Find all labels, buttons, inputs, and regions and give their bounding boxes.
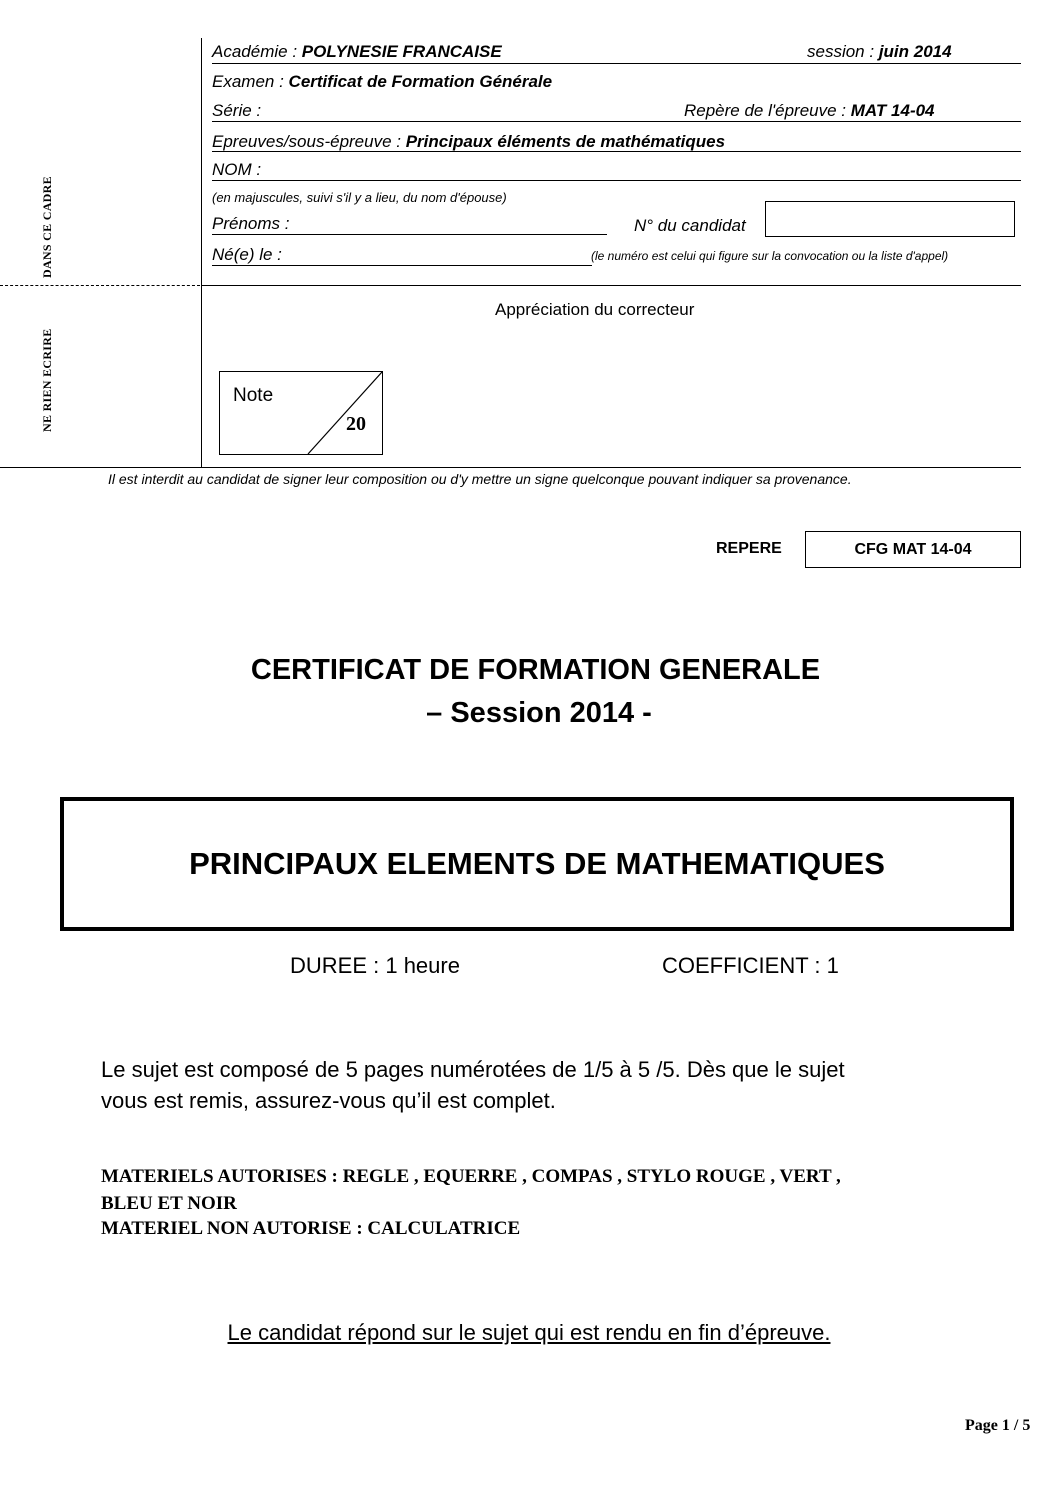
note-label: Note <box>233 385 274 406</box>
academie-underline <box>212 63 1021 64</box>
nom-note: (en majuscules, suivi s'il y a lieu, du nom d'épouse) <box>212 190 507 205</box>
subject-box <box>60 797 1014 931</box>
header-frame-bottom <box>0 467 1021 468</box>
repere-label: Repère de l'épreuve : <box>684 101 851 120</box>
academie-label: Académie : <box>212 42 302 61</box>
nom-underline[interactable] <box>212 180 1021 181</box>
repere-value: MAT 14-04 <box>850 101 935 120</box>
epreuve-underline <box>212 151 1021 152</box>
examen-value: Certificat de Formation Générale <box>288 72 553 91</box>
serie-row <box>212 101 261 121</box>
subject-title: PRINCIPAUX ELEMENTS DE MATHEMATIQUES <box>189 846 885 881</box>
appreciation-label: Appréciation du correcteur <box>495 300 695 319</box>
header-frame-divider <box>201 38 202 468</box>
epreuve-row <box>212 132 725 152</box>
title-line-2: – Session 2014 - <box>426 697 652 729</box>
intro-line-1: Le sujet est composé de 5 pages numérotées de 1/5 à 5 /5. Dès que le sujet <box>101 1057 845 1082</box>
serie-label: Série : <box>212 101 262 120</box>
nom-row <box>212 160 261 180</box>
epreuve-label: Epreuves/sous-épreuve : <box>212 132 406 151</box>
repere-box-value: CFG MAT 14-04 <box>854 540 972 558</box>
prenoms-underline[interactable] <box>212 234 607 235</box>
academie-value: POLYNESIE FRANCAISE <box>301 42 502 61</box>
ne-le-underline[interactable] <box>212 265 592 266</box>
ne-le-row <box>212 245 282 265</box>
serie-underline <box>212 121 1021 122</box>
nom-label: NOM : <box>212 160 262 179</box>
interdit-notice: Il est interdit au candidat de signer leur composition ou d'y mettre un signe quelconque pouvant indiquer sa provenance. <box>108 471 852 487</box>
repere-box-label: REPERE <box>716 540 782 557</box>
session-value: juin 2014 <box>878 42 952 61</box>
academie-row <box>212 42 502 62</box>
materiels-line-2: BLEU ET NOIR <box>101 1193 237 1214</box>
side-text-bottom: NE RIEN ECRIRE <box>40 328 54 432</box>
repere-row <box>684 101 935 121</box>
examen-row <box>212 72 552 92</box>
coefficient: COEFFICIENT : 1 <box>662 953 839 978</box>
ne-le-label: Né(e) le : <box>212 245 282 264</box>
header-dashed-separator <box>0 285 200 286</box>
side-text-top: DANS CE CADRE <box>40 176 54 278</box>
duree: DUREE : 1 heure <box>290 953 460 978</box>
note-box[interactable] <box>219 371 383 455</box>
materiels-line-3: MATERIEL NON AUTORISE : CALCULATRICE <box>101 1218 521 1239</box>
session-row <box>807 42 952 62</box>
repere-box <box>805 531 1021 568</box>
candidat-number-box[interactable] <box>765 201 1015 237</box>
page-number: Page 1 / 5 <box>965 1417 1031 1434</box>
prenoms-label: Prénoms : <box>212 214 290 233</box>
intro-line-2: vous est remis, assurez-vous qu’il est complet. <box>101 1088 556 1113</box>
numero-note: (le numéro est celui qui figure sur la convocation ou la liste d'appel) <box>591 249 949 263</box>
header-separator <box>201 285 1021 286</box>
examen-label: Examen : <box>212 72 289 91</box>
epreuve-value: Principaux éléments de mathématiques <box>405 132 726 151</box>
candidat-label: N° du candidat <box>634 216 746 235</box>
materiels-line-1: MATERIELS AUTORISES : REGLE , EQUERRE , COMPAS , STYLO ROUGE , VERT , <box>101 1166 841 1187</box>
prenoms-row <box>212 214 289 234</box>
footer-instruction: Le candidat répond sur le sujet qui est rendu en fin d’épreuve. <box>227 1320 831 1345</box>
note-total: 20 <box>346 413 366 435</box>
session-label: session : <box>807 42 879 61</box>
title-line-1: CERTIFICAT DE FORMATION GENERALE <box>250 654 821 686</box>
